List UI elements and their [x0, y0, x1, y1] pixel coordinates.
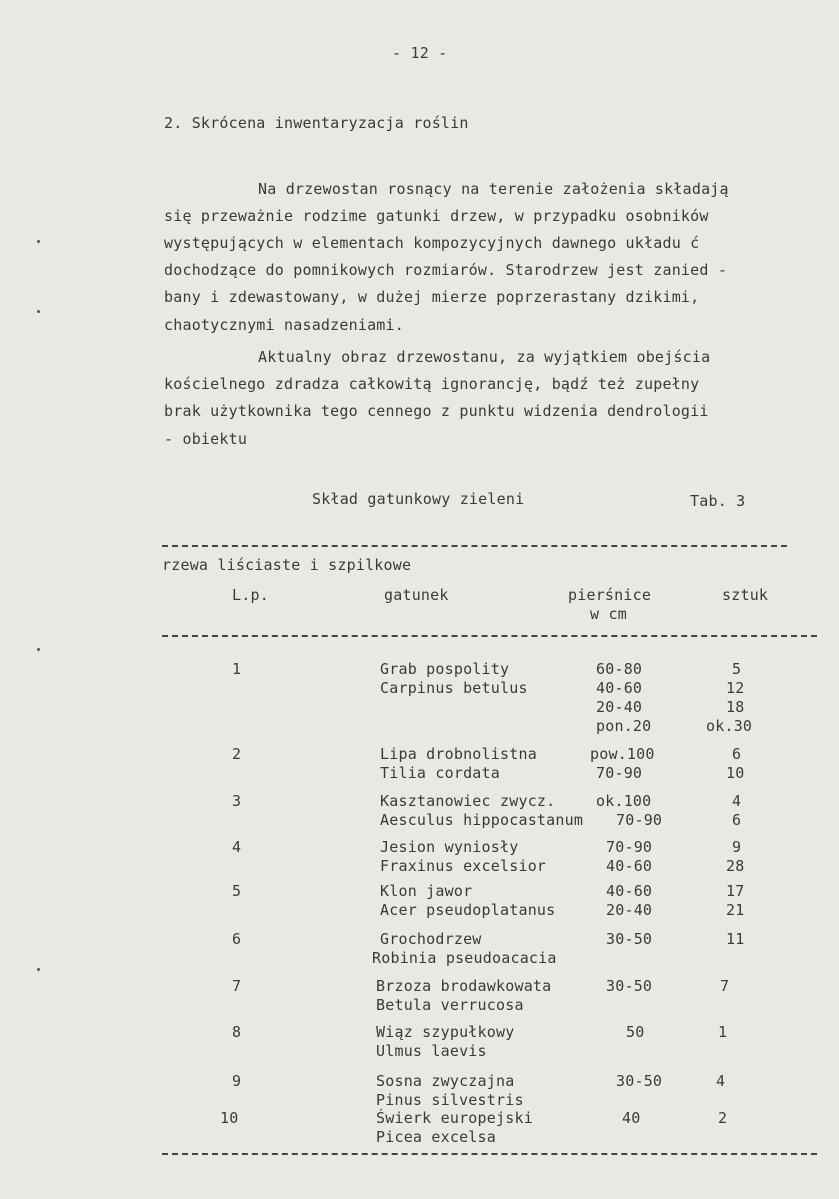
table-reference: Tab. 3 [690, 492, 746, 510]
table-group-label: rzewa liściaste i szpilkowe [162, 556, 412, 574]
row-4-count: 9 [732, 838, 742, 856]
row-1-lp: 1 [232, 660, 242, 678]
row-4-name-pl: Jesion wyniosły [380, 838, 519, 856]
row-7-name-pl: Brzoza brodawkowata [376, 977, 552, 995]
row-4-lp: 4 [232, 838, 242, 856]
row-6-name-pl: Grochodrzew [380, 930, 482, 948]
row-9-girth: 30-50 [616, 1072, 663, 1090]
paragraph-line: bany i zdewastowany, w dużej mierze poprzerastany dzikimi, [164, 288, 700, 306]
table-bottom-rule [162, 1153, 817, 1155]
row-9-name-lat: Pinus silvestris [376, 1091, 524, 1109]
scan-speck [37, 968, 40, 971]
row-1-name-lat: Carpinus betulus [380, 679, 528, 697]
row-1-count: 5 [732, 660, 742, 678]
row-6-count: 11 [726, 930, 745, 948]
scan-speck [37, 240, 40, 243]
row-8-name-lat: Ulmus laevis [376, 1042, 487, 1060]
row-7-name-lat: Betula verrucosa [376, 996, 524, 1014]
row-5-girth: 20-40 [606, 901, 653, 919]
row-2-name-lat: Tilia cordata [380, 764, 500, 782]
header-species: gatunek [384, 586, 449, 604]
row-10-girth: 40 [622, 1109, 641, 1127]
paragraph-line: chaotycznymi nasadzeniami. [164, 316, 404, 334]
row-1-girth: 60-80 [596, 660, 643, 678]
row-2-girth: 70-90 [596, 764, 643, 782]
row-5-count: 21 [726, 901, 745, 919]
row-1-count: 18 [726, 698, 745, 716]
scan-speck [37, 648, 40, 651]
row-3-name-lat: Aesculus hippocastanum [380, 811, 584, 829]
row-9-count: 4 [716, 1072, 726, 1090]
row-10-name-lat: Picea excelsa [376, 1128, 496, 1146]
header-rule [162, 635, 817, 637]
page-number: - 12 - [392, 44, 448, 62]
row-2-girth: pow.100 [590, 745, 655, 763]
row-6-girth: 30-50 [606, 930, 653, 948]
paragraph-line: się przeważnie rodzime gatunki drzew, w przypadku osobników [164, 207, 709, 225]
row-1-count: ok.30 [706, 717, 753, 735]
row-5-lp: 5 [232, 882, 242, 900]
row-4-girth: 40-60 [606, 857, 653, 875]
row-5-name-lat: Acer pseudoplatanus [380, 901, 556, 919]
row-5-girth: 40-60 [606, 882, 653, 900]
header-count: sztuk [722, 586, 769, 604]
row-1-girth: pon.20 [596, 717, 652, 735]
row-1-girth: 40-60 [596, 679, 643, 697]
paragraph-line: - obiektu [164, 430, 248, 448]
row-10-count: 2 [718, 1109, 728, 1127]
row-6-name-lat: Robinia pseudoacacia [372, 949, 557, 967]
scan-speck [37, 310, 40, 313]
row-3-girth: 70-90 [616, 811, 663, 829]
paragraph-line: Na drzewostan rosnący na terenie założenia składają [258, 180, 729, 198]
row-1-name-pl: Grab pospolity [380, 660, 510, 678]
row-8-girth: 50 [626, 1023, 645, 1041]
header-girth-unit: w cm [590, 605, 627, 623]
row-6-lp: 6 [232, 930, 242, 948]
row-7-lp: 7 [232, 977, 242, 995]
row-8-name-pl: Wiąz szypułkowy [376, 1023, 515, 1041]
row-10-name-pl: Świerk europejski [376, 1109, 533, 1127]
row-8-lp: 8 [232, 1023, 242, 1041]
header-girth: pierśnice [568, 586, 652, 604]
row-4-girth: 70-90 [606, 838, 653, 856]
row-5-count: 17 [726, 882, 745, 900]
row-3-lp: 3 [232, 792, 242, 810]
header-lp: L.p. [232, 586, 269, 604]
row-8-count: 1 [718, 1023, 728, 1041]
row-2-name-pl: Lipa drobnolistna [380, 745, 537, 763]
paragraph-line: dochodzące do pomnikowych rozmiarów. Starodrzew jest zanied - [164, 261, 728, 279]
row-2-lp: 2 [232, 745, 242, 763]
row-3-count: 4 [732, 792, 742, 810]
row-1-count: 12 [726, 679, 745, 697]
row-3-name-pl: Kasztanowiec zwycz. [380, 792, 556, 810]
section-title: 2. Skrócena inwentaryzacja roślin [164, 114, 469, 132]
row-1-girth: 20-40 [596, 698, 643, 716]
row-2-count: 6 [732, 745, 742, 763]
row-10-lp: 10 [220, 1109, 239, 1127]
table-top-rule [162, 545, 787, 547]
row-3-count: 6 [732, 811, 742, 829]
paragraph-line: Aktualny obraz drzewostanu, za wyjątkiem obejścia [258, 348, 711, 366]
row-4-name-lat: Fraxinus excelsior [380, 857, 547, 875]
row-9-lp: 9 [232, 1072, 242, 1090]
paragraph-line: brak użytkownika tego cennego z punktu widzenia dendrologii [164, 402, 709, 420]
paragraph-line: występujących w elementach kompozycyjnych dawnego układu ć [164, 234, 700, 252]
row-7-girth: 30-50 [606, 977, 653, 995]
paragraph-line: kościelnego zdradza całkowitą ignorancję, bądź też zupełny [164, 375, 700, 393]
row-4-count: 28 [726, 857, 745, 875]
row-3-girth: ok.100 [596, 792, 652, 810]
row-5-name-pl: Klon jawor [380, 882, 473, 900]
row-2-count: 10 [726, 764, 745, 782]
row-7-count: 7 [720, 977, 730, 995]
table-caption: Skład gatunkowy zieleni [312, 490, 525, 508]
row-9-name-pl: Sosna zwyczajna [376, 1072, 515, 1090]
